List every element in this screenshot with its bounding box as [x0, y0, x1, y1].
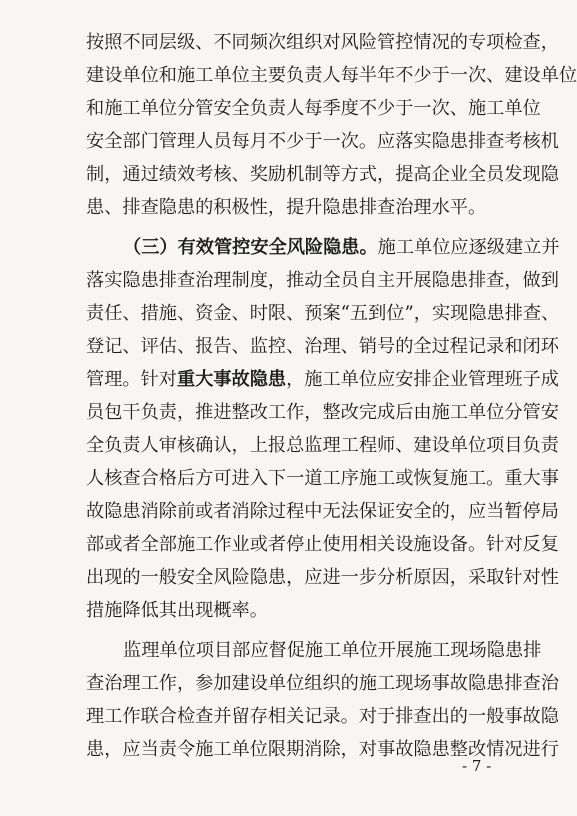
- text-line: [86, 231, 560, 264]
- text-line: 理工作联合检查并留存相关记录。对于排查出的一般事故隐: [86, 706, 559, 727]
- emphasis-major-hazard: 重大事故隐患: [176, 369, 287, 390]
- text-line: 和施工单位分管安全负责人每季度不少于一次、施工单位: [86, 98, 541, 119]
- text-line: 制，通过绩效考核、奖励机制等方式，提高企业全员发现隐: [86, 164, 559, 185]
- text-line: 落实隐患排查治理制度，推动全员自主开展隐患排查，做到: [86, 270, 559, 291]
- text-line: [86, 363, 559, 396]
- section-heading: （三）有效管控安全风险隐患。: [123, 237, 378, 258]
- text-line: 查治理工作，参加建设单位组织的施工现场事故隐患排查治: [86, 673, 559, 694]
- paragraph-1: [86, 26, 577, 224]
- text-line: 人核查合格后方可进入下一道工序施工或恢复施工。重大事: [86, 468, 559, 489]
- paragraph-3: [86, 634, 559, 766]
- text-line: 出现的一般安全风险隐患，应进一步分析原因，采取针对性: [86, 567, 559, 588]
- text-line: 监理单位项目部应督促施工单位开展施工现场隐患排: [123, 640, 542, 661]
- text-line: 患，应当责令施工单位限期消除，对事故隐患整改情况进行: [86, 739, 559, 760]
- text-span: 管理。针对: [86, 369, 177, 390]
- text-line: 员包干负责，推进整改工作，整改完成后由施工单位分管安: [86, 402, 559, 423]
- text-line: 责任、措施、资金、时限、预案“五到位”，实现隐患排查、: [86, 303, 560, 324]
- text-line: 患、排查隐患的积极性，提升隐患排查治理水平。: [86, 197, 487, 218]
- text-line: 建设单位和施工单位主要负责人每半年不少于一次、建设单位: [86, 65, 577, 86]
- text-line: 故隐患消除前或者消除过程中无法保证安全的，应当暂停局: [86, 501, 559, 522]
- page-number: - 7 -: [462, 757, 492, 775]
- text-line: 措施降低其出现概率。: [86, 600, 268, 621]
- text-line: 安全部门管理人员每月不少于一次。应落实隐患排查考核机: [86, 131, 559, 152]
- text-line: 登记、评估、报告、监控、治理、销号的全过程记录和闭环: [86, 336, 559, 357]
- text-span: ，施工单位应安排企业管理班子成: [286, 369, 559, 390]
- paragraph-2: [86, 231, 560, 627]
- text-line: 部或者全部施工作业或者停止使用相关设施设备。针对反复: [86, 534, 559, 555]
- body-text: [86, 26, 577, 766]
- text-line: 全负责人审核确认，上报总监理工程师、建设单位项目负责: [86, 435, 559, 456]
- text-line: 按照不同层级、不同频次组织对风险管控情况的专项检查，: [86, 32, 559, 53]
- text-span: 施工单位应逐级建立并: [377, 237, 560, 258]
